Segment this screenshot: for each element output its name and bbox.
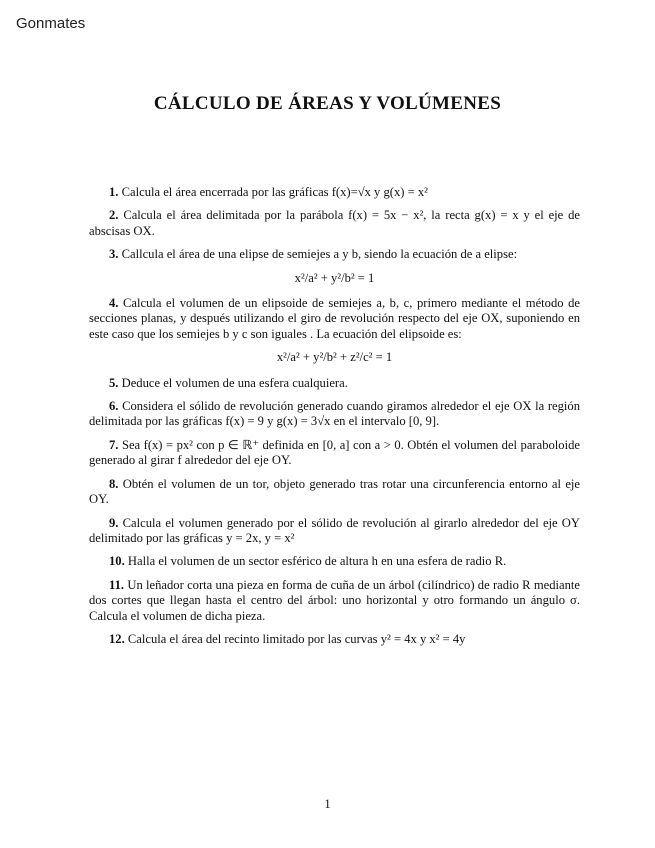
problem-number: 3.: [109, 247, 119, 262]
ellipse-equation: x²/a² + y²/b² = 1: [294, 270, 375, 285]
problem-text: Obtén el volumen de un tor, objeto generado tras rotar una circunferencia entorno al eje OY.: [89, 476, 580, 507]
problem-text: Considera el sólido de revolución generado cuando giramos alrededor el eje OX la región delimitada por las gráficas f(x) = 9 y g(x) = 3√x en el intervalo [0, 9].: [89, 399, 581, 429]
problem-text: Halla el volumen de un sector esférico de altura h en una esfera de radio R.: [127, 554, 507, 569]
problem-number: 6.: [109, 399, 119, 414]
problem-8: [89, 477, 580, 508]
problem-text: Callcula el área de una elipse de semiejes a y b, siendo la ecuación de a elipse:: [121, 247, 518, 262]
problem-3: [89, 247, 580, 262]
problem-text: Calcula el área del recinto limitado por las curvas y² = 4x y x² = 4y: [127, 631, 466, 646]
problem-number: 1.: [109, 185, 119, 199]
page-number: 1: [324, 797, 331, 811]
problem-11: [89, 578, 580, 624]
problem-number: 8.: [109, 476, 119, 491]
problem-text: Calcula el área encerrada por las gráficas f(x)=√x y g(x) = x²: [121, 185, 428, 199]
problem-number: 12.: [109, 631, 125, 646]
problem-9: [89, 516, 580, 547]
problem-text: Calcula el área delimitada por la parábola f(x) = 5x − x², la recta g(x) = x y el eje de abscisas OX.: [89, 208, 580, 238]
problem-number: 2.: [109, 208, 119, 223]
problem-number: 10.: [109, 554, 125, 569]
problem-list: [89, 185, 580, 655]
problem-text: Un leñador corta una pieza en forma de cuña de un árbol (cilíndrico) de radio R mediante dos cortes que llegan hasta el centro del árbol: uno horizontal y otro formando un ángulo σ. Calcula el volumen de dicha pieza.: [89, 577, 580, 623]
problem-4: [89, 296, 580, 342]
problem-text: Calcula el volumen de un elipsoide de semiejes a, b, c, primero mediante el método de secciones planas, y después utilizando el giro de revolución respecto del eje OX, suponiendo en este caso que los semiejes b y c son iguales . La ecuación del elipsoide es:: [89, 296, 581, 341]
ellipsoid-equation: x²/a² + y²/b² + z²/c² = 1: [276, 350, 393, 365]
problem-text: Deduce el volumen de una esfera cualquiera.: [121, 375, 348, 390]
problem-10: [89, 554, 580, 569]
problem-12: [89, 632, 580, 647]
problem-number: 5.: [109, 375, 119, 390]
problem-number: 11.: [109, 577, 125, 592]
problem-text: Sea f(x) = px² con p ∈ ℝ⁺ definida en [0, a] con a > 0. Obtén el volumen del paraboloide generado al girar f alrededor del eje OY.: [89, 437, 580, 468]
problem-1: [89, 185, 580, 200]
problem-number: 7.: [109, 437, 119, 452]
problem-6: [89, 399, 580, 430]
site-brand: Gonmates: [16, 15, 86, 32]
problem-7: [89, 438, 580, 469]
problem-2: [89, 208, 580, 239]
problem-number: 4.: [109, 296, 119, 311]
document-title: CÁLCULO DE ÁREAS Y VOLÚMENES: [153, 93, 502, 114]
problem-5: [89, 376, 580, 391]
problem-text: Calcula el volumen generado por el sólido de revolución al girarlo alrededor del eje OY delimitado por las gráficas y = 2x, y = x²: [89, 515, 581, 545]
problem-number: 9.: [109, 515, 119, 530]
